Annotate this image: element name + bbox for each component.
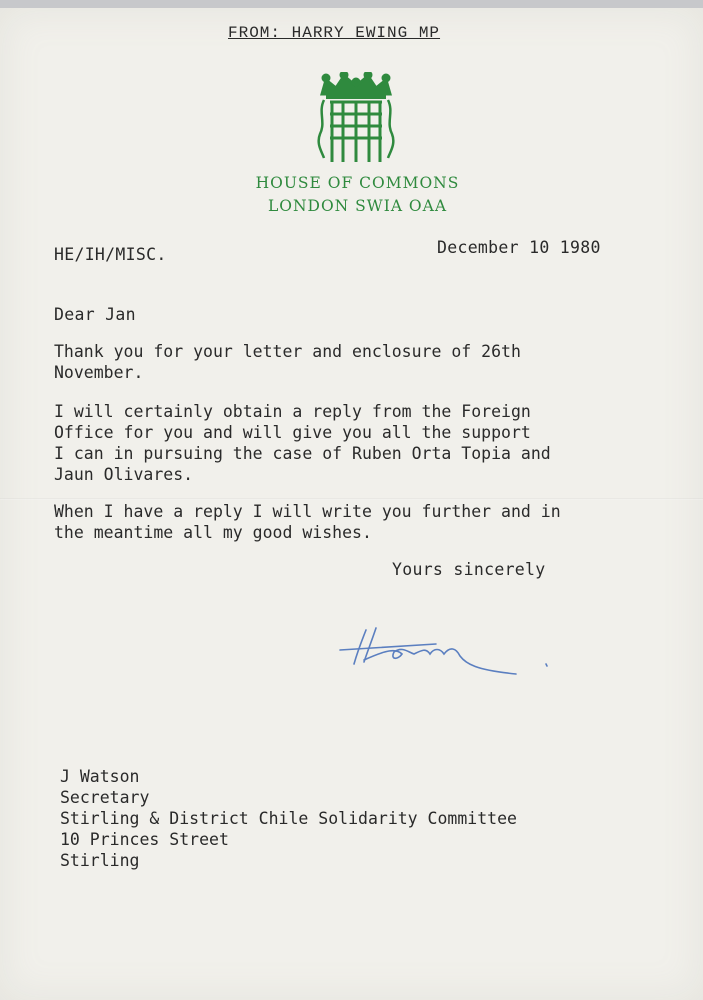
letterhead-organisation: HOUSE OF COMMONS [255,174,460,192]
paragraph-line: I can in pursuing the case of Ruben Orta Topia and [54,444,551,463]
address-line: J Watson [60,767,140,786]
address-line: Secretary [60,788,150,807]
paragraph-line: Office for you and will give you all the support [54,423,531,442]
paragraph-line: the meantime all my good wishes. [54,523,372,542]
closing: Yours sincerely [392,560,546,579]
scan-edge [0,0,703,8]
address-line: 10 Princes Street [60,830,229,849]
portcullis-crest-icon [316,72,396,164]
paragraph-line: November. [54,363,144,382]
paragraph-3 [54,501,561,543]
recipient-address [60,766,517,871]
paragraph-line: I will certainly obtain a reply from the Foreign [54,402,531,421]
handwritten-signature [336,620,556,680]
paragraph-line: Jaun Olivares. [54,465,194,484]
paragraph-line: When I have a reply I will write you further and in [54,502,561,521]
address-line: Stirling [60,851,140,870]
letter-date: December 10 1980 [437,238,601,257]
paragraph-line: Thank you for your letter and enclosure of 26th [54,342,521,361]
from-line: FROM: HARRY EWING MP [228,24,441,42]
paper-fold [0,498,703,500]
reference-code: HE/IH/MISC. [54,245,167,264]
salutation: Dear Jan [54,305,136,324]
letterhead-address: LONDON SWIA OAA [267,197,448,215]
paragraph-1 [54,341,521,383]
paragraph-2 [54,401,551,485]
address-line: Stirling & District Chile Solidarity Committee [60,809,517,828]
